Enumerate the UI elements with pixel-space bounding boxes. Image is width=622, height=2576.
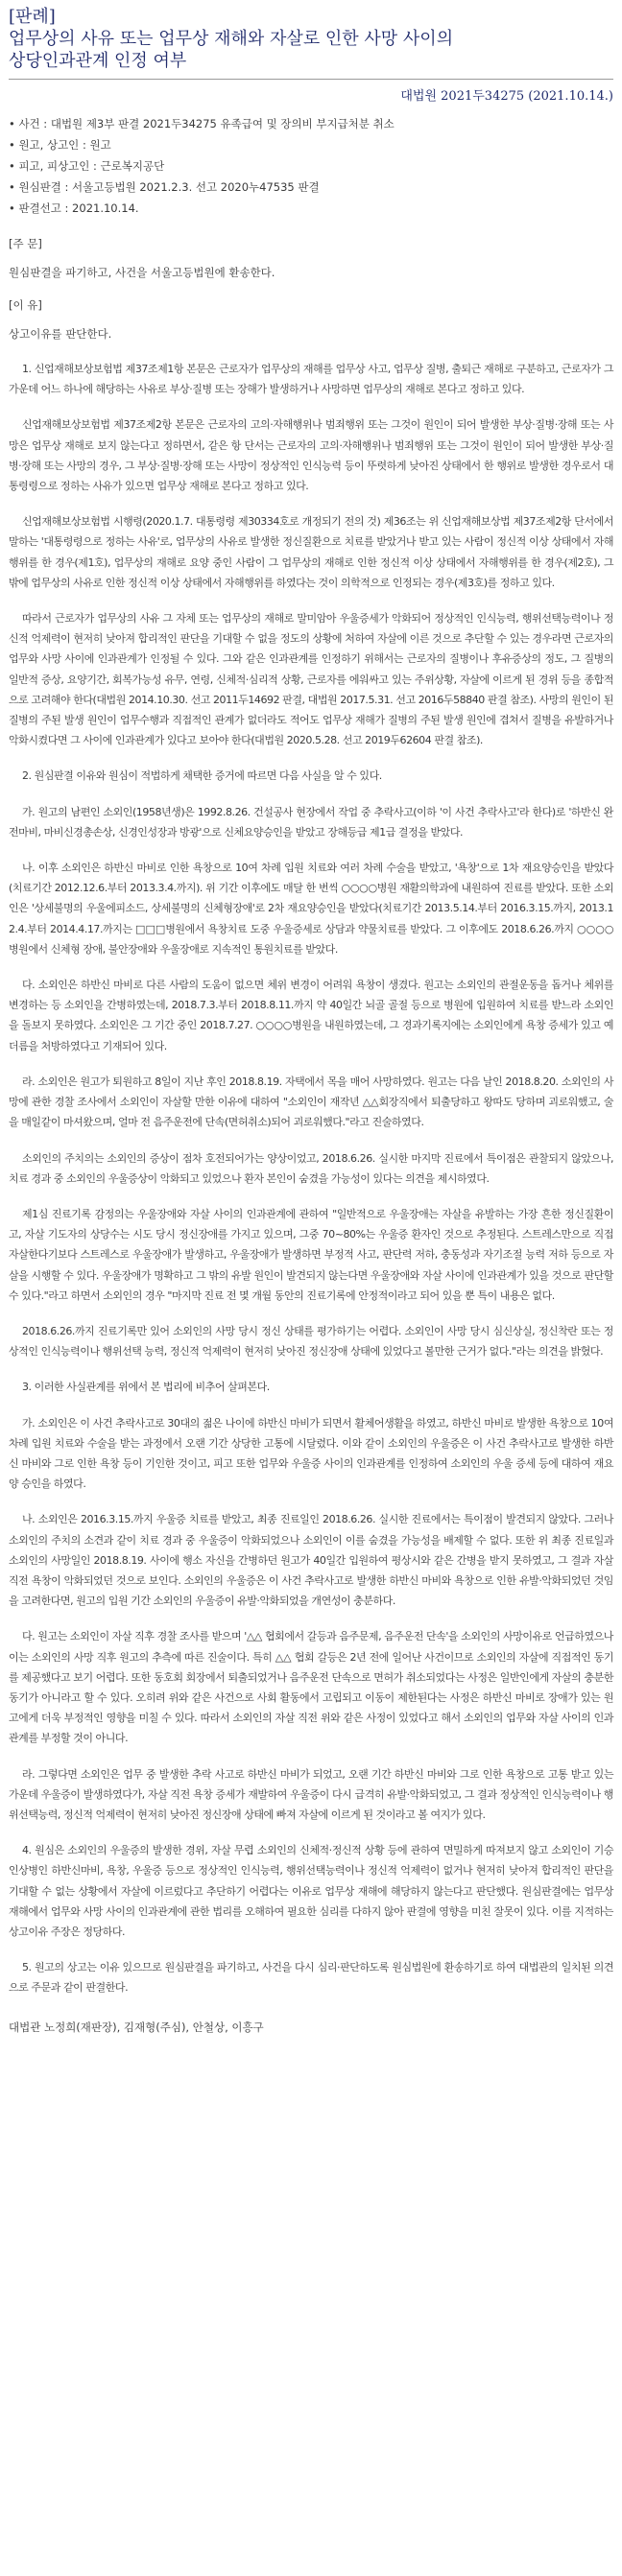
document-title xyxy=(9,6,613,72)
paragraph: 소외인의 주치의는 소외인의 증상이 점차 호전되어가는 양상이었고, 2018.6.26. 실시한 마지막 진료에서 특이점은 관찰되지 않았으나, 치료 경과 중 소외인의 우울증상이 악화되고 있었으나 환자 본인이 숨겼을 가능성이 있다는 의견을 제시하였다. xyxy=(9,1151,613,1185)
meta-lower-court: • 원심판결 : 서울고등법원 2021.2.3. 선고 2020누47535 판결 xyxy=(9,180,320,194)
paragraph: 신업재해보상보험법 시행령(2020.1.7. 대통령령 제30334호로 개정되기 전의 것) 제36조는 위 신업재해보상법 제37조제2항 단서에서 말하는 '대통령령으로 정하는 사유'로, 업무상의 사유로 발생한 정신질환으로 치료를 받았거나 받고 있는 사람이 정신적 이상 상태에서 자해행위를 한 경우(제1호), 업무상의 재해로 요양 중인 사람이 그 업무상의 재해로 인한 정신적 이상 상태에서 자해행위를 한 경우(제2호), 그 밖에 업무상의 사유로 인한 정신적 이상 상태에서 자해행위를 하였다는 것이 의학적으로 인정되는 경우(제3호)를 정하고 있다. xyxy=(9,515,613,589)
main-order-heading: [주 문] xyxy=(9,237,42,250)
title-tag: [판례] xyxy=(9,7,56,27)
title-line-2: 상당인과관계 인정 여부 xyxy=(9,51,187,71)
paragraph: 다. 소외인은 하반신 마비로 다른 사람의 도움이 없으면 체위 변경이 어려워 욕창이 생겼다. 원고는 소외인의 관절운동을 돕거나 체위를 변경하는 등 소외인을 간병하였는데, 2018.7.3.부터 2018.8.11.까지 약 40일간 뇌골 골절 등으로 병원에 입원하여 치료를 받느라 소외인을 돌보지 못하였다. 소외인은 그 기간 중인 2018.7.27. ○○○○병원을 내원하였는데, 그 경과기록지에는 소외인에게 욕창 증세가 있고 예더름을 처방하였다고 기재되어 있다. xyxy=(9,979,613,1052)
paragraph: 가. 소외인은 이 사건 추락사고로 30대의 젊은 나이에 하반신 마비가 되면서 활체어생활을 하였고, 하반신 마비로 발생한 욕창으로 10여 차례 입원 치료와 수술을 받는 과정에서 오랜 기간 상당한 고통에 시달렸다. 이와 같이 소외인의 우울증은 이 사건 추락사고로 발생한 하반신 마비와 그로 인한 욕창 등이 기인한 것이고, 피고 또한 업무와 우울증 사이의 인과관계를 인정하여 소외인의 우울 증세 등에 대하여 재요양 승인을 하였다. xyxy=(9,1416,613,1491)
paragraph: 1. 신업재해보상보험법 제37조제1항 본문은 근로자가 업무상의 재해를 업무상 사고, 업무상 질병, 출퇴근 재해로 구분하고, 근로자가 그 가운데 어느 하나에 해당하는 사유로 부상·질병 또는 장해가 발생하거나 사망하면 업무상의 재해로 본다고 정하고 있다. xyxy=(9,363,613,396)
meta-decision-date: • 판결선고 : 2021.10.14. xyxy=(9,201,139,215)
paragraph: 라. 그렇다면 소외인은 업무 중 발생한 추락 사고로 하반신 마비가 되었고, 오랜 기간 하반신 마비와 그로 인한 욕창으로 고통 받고 있는 가운데 우울증이 발생하였다가, 자살 직전 욕창 증세가 재발하여 우울증이 다시 급격히 유발·악화되었고, 그 결과 정상적인 인식능력이나 행위선택능력, 정신적 억제력이 현저히 낮아진 정신장애 상태에 빠져 자살에 이르게 된 것이라고 볼 여지가 있다. xyxy=(9,1767,613,1821)
paragraph: 가. 원고의 남편인 소외인(1958년생)은 1992.8.26. 건설공사 현장에서 작업 중 추락사고(이하 '이 사건 추락사고'라 한다)로 '하반신 완전마비, 마비신경총손상, 신경인성장과 방광'으로 신체요양승인을 받았고 장해등급 제1급 결정을 받았다. xyxy=(9,805,613,839)
meta-defendant: • 피고, 피상고인 : 근로복지공단 xyxy=(9,159,165,173)
paragraph: 제1심 진료기록 감정의는 우울장애와 자살 사이의 인과관계에 관하여 "일반적으로 우울장애는 자살을 유발하는 가장 흔한 정신질환이고, 자살 기도자의 상당수는 시도 당시 정신장애를 가지고 있으며, 그중 70~80%는 우울증 환자인 것으로 추정된다. 스트레스만으로 직접 자살한다기보다 스트레스로 우울장애가 발생하고, 우울장애가 발생하면 부정적 사고, 판단력 저하, 충동성과 자기조절 능력 저하 등으로 자살을 시행할 수 있다. 우울장애가 명확하고 그 밖의 유발 원인이 발견되지 않는다면 우울장애와 자살 사이에 인과관계가 있을 것으로 판단할 수 있다."라고 하면서 소외인의 경우 "마지막 진료 전 몇 개월 동안의 진료기록에 안정적이라고 되어 있을 뿐 특이 내용은 없다. xyxy=(9,1207,613,1302)
case-number: 대법원 2021두34275 (2021.10.14.) xyxy=(400,89,613,104)
paragraph: 나. 소외인은 2016.3.15.까지 우울증 치료를 받았고, 최종 진료일인 2018.6.26. 실시한 진료에서는 특이점이 발견되지 않았다. 그러나 소외인의 주치의 소견과 같이 치료 경과 중 우울증이 악화되었으나 소외인이 이를 숨겼을 가능성을 배제할 수 없다. 또한 위 최종 진료일과 소외인의 사망일인 2018.8.19. 사이에 행소 자신을 간병하던 원고가 40일간 입원하여 평상시와 같은 간병을 받지 못하였고, 그 결과 자살 직전 욕창이 악화되었던 것으로 보인다. 소외인의 우울증은 이 사건 추락사고로 발생한 하반신 마비와 욕창으로 인한 유발·악화되었던 것임을 고려한다면, 원고의 입원 기간 소외인의 우울증이 유발·악화되었을 개연성이 충분하다. xyxy=(9,1513,613,1608)
case-meta xyxy=(9,113,613,219)
meta-plaintiff: • 원고, 상고인 : 원고 xyxy=(9,138,111,152)
title-line-1: 업무상의 사유 또는 업무상 재해와 자살로 인한 사망 사이의 xyxy=(9,29,454,49)
meta-case: • 사건 : 대법원 제3부 판결 2021두34275 유족급여 및 장의비 부지급처분 취소 xyxy=(9,117,395,130)
paragraph: 신업재해보상보험법 제37조제2항 본문은 근로자의 고의·자해행위나 범죄행위 또는 그것이 원인이 되어 발생한 부상·질병·장해 또는 사망은 업무상 재해로 보지 않는다고 정하면서, 같은 항 단서는 근로자의 고의·자해행위나 범죄행위 또는 그것이 원인이 되어 발생한 부상·질병·장해 또는 사망의 경우, 그 부상·질병·장해 또는 사망이 정상적인 인식능력 등이 뚜렷하게 낮아진 상태에서 한 행위로 발생한 경우로서 대통령령으로 정하는 사유가 있으면 업무상 재해로 본다고 정하고 있다. xyxy=(9,418,613,493)
title-divider xyxy=(9,79,613,80)
paragraph: 라. 소외인은 원고가 퇴원하고 8일이 지난 후인 2018.8.19. 자택에서 목을 매어 사망하였다. 원고는 다음 날인 2018.8.20. 소외인의 사망에 관한 경찰 조사에서 소외인이 자살할 만한 이유에 대하여 "소외인이 재작년 △△회장직에서 퇴출당하고 왕따도 당하며 괴로워했고, 술을 매일같이 마셔왔으며, 얼마 전 음주운전에 단속(면허취소)되어 괴로워했다."라고 진술하였다. xyxy=(9,1075,613,1129)
paragraph: 3. 이러한 사실관계를 위에서 본 법리에 비추어 살펴본다. xyxy=(22,1381,270,1394)
paragraph: 4. 원심은 소외인의 우울증의 발생한 경위, 자살 무렵 소외인의 신체적·정신적 상황 등에 관하여 면밀하게 따져보지 않고 소외인이 기승인상병인 하반신마비, 욕창, 우울증 등으로 정상적인 인식능력, 행위선택능력이나 정신적 억제력이 없거나 현저히 낮아져 합리적인 판단을 기대할 수 없는 상황에서 자살에 이르렀다고 추단하기 어렵다는 이유로 업무상 재해에 해당하지 않는다고 판단했다. 원심판결에는 업무상 재해에서 업무와 사망 사이의 인과관계에 관한 법리를 오해하여 필요한 심리를 다하지 않아 판결에 영향을 미친 잘못이 있다. 이를 지적하는 상고이유 주장은 정당하다. xyxy=(9,1844,613,1938)
main-order-text: 원심판결을 파기하고, 사건을 서울고등법원에 환송한다. xyxy=(9,266,275,279)
judges-line: 대법관 노정희(재판장), 김재형(주심), 안철상, 이흥구 xyxy=(9,2020,264,2034)
paragraph: 2. 원심판결 이유와 원심이 적법하게 채택한 증거에 따르면 다음 사실을 알 수 있다. xyxy=(22,769,382,783)
reason-intro: 상고이유를 판단한다. xyxy=(9,327,112,341)
paragraph: 5. 원고의 상고는 이유 있으므로 원심판결을 파기하고, 사건을 다시 심리·판단하도록 원심법원에 환송하기로 하여 대법관의 일치된 의견으로 주문과 같이 판결한다. xyxy=(9,1961,613,1995)
paragraph: 나. 이후 소외인은 하반신 마비로 인한 욕창으로 10여 차례 입원 치료와 여러 차례 수술을 받았고, '욕창'으로 1차 재요양승인을 받았다(치료기간 2012.12.6.부터 2013.3.4.까지). 위 기간 이후에도 매달 한 번씩 ○○○○병원 재활의학과에 내원하여 진료를 받았다. 또한 소외인은 '상세불명의 우울에피소드, 상세불명의 신체형장애'로 2차 재요양승인을 받았다(치료기간 2013.5.14.부터 2016.3.15.까지, 2013.12.4.부터 2014.4.17.까지는 □□□병원에서 욕창치료 도중 우울증세로 상담과 약물치료를 받았다. 그 이후에도 2018.6.26.까지 ○○○○병원에서 신체형 장애, 불안장애와 우울장애로 지속적인 통원치료를 받았다. xyxy=(9,862,613,956)
paragraph: 다. 원고는 소외인이 자살 직후 경찰 조사를 받으며 '△△ 협회에서 갈등과 음주문제, 음주운전 단속'을 소외인의 사망이유로 언급하였으나 이는 소외인의 사망 직후 원고의 추측에 따른 진술이다. 특히 △△ 협회 갈등은 2년 전에 일어난 사건이므로 소외인의 자살에 직접적인 동기를 제공했다고 보기 어렵다. 또한 동호회 회장에서 퇴출되었거나 음주운전 단속으로 면허가 취소되었다는 사정은 일반인에게 자살의 충분한 동기가 아니라고 할 수 있다. 오히려 위와 같은 사건으로 사회 활동에서 고립되고 이동이 제한된다는 사정은 하반신 마비로 장애가 있는 원고에게 더욱 부정적인 영향을 미칠 수 있다. 따라서 소외인의 자살 직전 위와 같은 사정이 있었다고 해서 소외인의 업무와 자살 사이의 인과관계를 부정할 것이 아니다. xyxy=(9,1630,613,1745)
paragraph: 따라서 근로자가 업무상의 사유 그 자체 또는 업무상의 재해로 말미암아 우울증세가 악화되어 정상적인 인식능력, 행위선택능력이나 정신적 억제력이 현저히 낮아져 합리적인 판단을 기대할 수 없을 정도의 상황에 처하여 자살에 이른 것으로 추단할 수 있는 경우라면 근로자의 업무와 사망 사이에 인과관계가 인정될 수 있다. 그와 같은 인과관계를 인정하기 위해서는 근로자의 질병이나 후유증상의 정도, 그 질병의 일반적 증상, 요양기간, 회복가능성 유무, 연령, 신체적·심리적 상황, 근로자를 에워싸고 있는 주위상황, 자살에 이르게 된 경위 등을 종합적으로 고려해야 한다(대법원 2014.10.30. 선고 2011두14692 판결, 대법원 2017.5.31. 선고 2016두58840 판결 참조). 사망의 원인이 된 질병의 주된 발생 원인이 업무수행과 직접적인 관계가 없더라도 적어도 업무상 재해가 질병의 주된 발생 원인에 겹쳐서 질병을 유발하거나 악화시켰다면 그 사이에 인과관계가 있다고 보아야 한다(대법원 2020.5.28. 선고 2019두62604 판결 참조). xyxy=(9,612,613,747)
reason-heading: [이 유] xyxy=(9,298,42,312)
paragraph: 2018.6.26.까지 진료기록만 있어 소외인의 사망 당시 정신 상태를 평가하기는 어렵다. 소외인이 사망 당시 심신상실, 정신착란 또는 정상적인 인식능력이나 행위선택 능력, 정신적 억제력이 현저히 낮아진 정신장애 상태에 있었다고 볼만한 근거가 없다."라는 의견을 밝혔다. xyxy=(9,1324,613,1359)
